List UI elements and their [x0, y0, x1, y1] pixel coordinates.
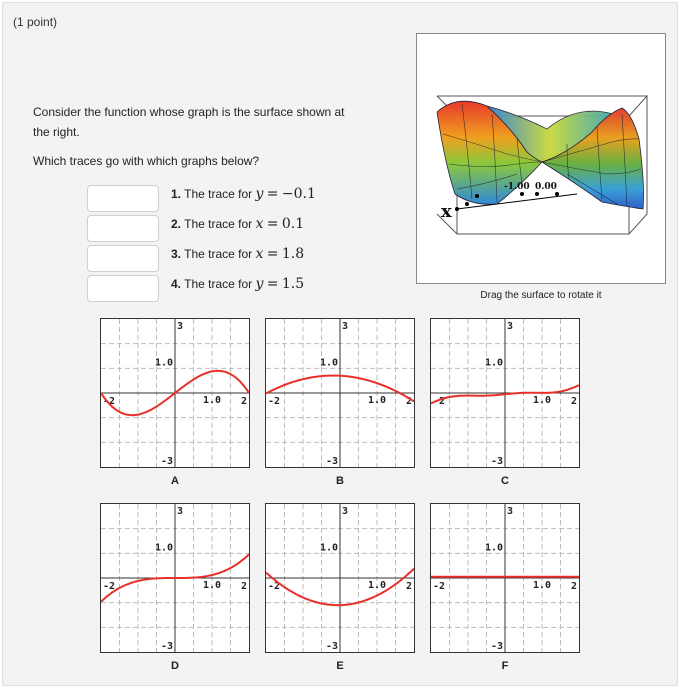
x-tick-label: 1.0: [532, 395, 552, 406]
x-min-label: -2: [433, 396, 446, 407]
axis-tick-label: 0.00: [535, 182, 557, 192]
graph-b: [265, 318, 415, 468]
trace-equals: =: [266, 246, 279, 262]
x-min-label: -2: [268, 581, 281, 592]
viewer-caption: Drag the surface to rotate it: [480, 290, 602, 301]
y-min-label: -3: [490, 641, 503, 652]
y-max-label: 3: [507, 321, 514, 332]
x-min-label: -2: [103, 581, 116, 592]
trace-item-1: [171, 186, 316, 202]
axis-tick-label: -1.00: [504, 182, 530, 192]
surface-plot[interactable]: [417, 34, 665, 283]
graph-label-e: E: [336, 660, 344, 672]
graph-label-f: F: [501, 660, 509, 672]
graph-d-svg: [101, 504, 249, 652]
x-tick-label: 1.0: [367, 580, 387, 591]
x-tick-label: 1.0: [202, 395, 222, 406]
y-tick-label: 1.0: [319, 357, 338, 369]
graph-f: [430, 503, 580, 653]
trace-item-3: [171, 246, 304, 262]
x-max-label: 2: [405, 396, 412, 407]
x-max-label: 2: [570, 581, 577, 592]
y-tick-label: 1.0: [154, 357, 173, 369]
x-max-label: 2: [240, 581, 247, 592]
trace-value: 1.5: [281, 276, 305, 292]
x-tick-label: 1.0: [367, 395, 387, 406]
x-max-label: 2: [570, 396, 577, 407]
trace-equals: =: [266, 186, 279, 202]
answer-input-4[interactable]: [87, 275, 159, 302]
y-max-label: 3: [342, 321, 349, 332]
y-tick-label: 1.0: [154, 542, 173, 554]
trace-number: 4.: [171, 277, 182, 291]
x-min-label: -2: [103, 396, 116, 407]
answer-input-3[interactable]: [87, 245, 159, 272]
graph-f-svg: [431, 504, 579, 652]
axis-label-x: x: [441, 201, 452, 222]
trace-text: The trace for: [184, 187, 253, 201]
y-tick-label: 1.0: [484, 357, 503, 369]
x-min-label: -2: [268, 396, 281, 407]
graph-a-svg: [101, 319, 249, 467]
trace-text: The trace for: [184, 277, 253, 291]
y-max-label: 3: [507, 506, 514, 517]
answer-input-2[interactable]: [87, 215, 159, 242]
trace-equals: =: [266, 276, 279, 292]
trace-item-4: [171, 276, 304, 292]
trace-value: 1.8: [281, 246, 305, 262]
surface-viewer[interactable]: [416, 33, 666, 284]
graph-d: [100, 503, 250, 653]
y-min-label: -3: [160, 456, 173, 467]
y-tick-label: 1.0: [484, 542, 503, 554]
trace-variable: y: [255, 276, 264, 292]
graph-c-svg: [431, 319, 579, 467]
graph-label-b: B: [336, 475, 344, 487]
graph-a: [100, 318, 250, 468]
y-max-label: 3: [177, 506, 184, 517]
y-max-label: 3: [342, 506, 349, 517]
x-tick-label: 1.0: [202, 580, 222, 591]
y-max-label: 3: [177, 321, 184, 332]
graph-e-svg: [266, 504, 414, 652]
y-min-label: -3: [490, 456, 503, 467]
trace-number: 1.: [171, 187, 182, 201]
graph-label-d: D: [171, 660, 179, 672]
trace-number: 2.: [171, 217, 182, 231]
trace-equals: =: [266, 216, 279, 232]
graph-e: [265, 503, 415, 653]
question-intro: Consider the function whose graph is the surface shown at the right.: [33, 105, 345, 139]
graph-label-c: C: [501, 475, 509, 487]
x-max-label: 2: [240, 396, 247, 407]
trace-value: −0.1: [281, 186, 316, 202]
trace-variable: x: [255, 246, 264, 262]
trace-variable: y: [255, 186, 264, 202]
trace-text: The trace for: [184, 247, 253, 261]
question-prompt: Which traces go with which graphs below?: [33, 154, 260, 168]
x-tick-label: 1.0: [532, 580, 552, 591]
answer-input-1[interactable]: [87, 185, 159, 212]
x-max-label: 2: [405, 581, 412, 592]
points-label: (1 point): [13, 15, 58, 29]
graph-c: [430, 318, 580, 468]
y-min-label: -3: [160, 641, 173, 652]
y-min-label: -3: [325, 456, 338, 467]
graph-b-svg: [266, 319, 414, 467]
graph-label-a: A: [171, 475, 179, 487]
x-min-label: -2: [433, 581, 446, 592]
trace-number: 3.: [171, 247, 182, 261]
trace-variable: x: [255, 216, 264, 232]
y-min-label: -3: [325, 641, 338, 652]
y-tick-label: 1.0: [319, 542, 338, 554]
trace-item-2: [171, 216, 304, 232]
trace-text: The trace for: [184, 217, 253, 231]
trace-value: 0.1: [281, 216, 305, 232]
